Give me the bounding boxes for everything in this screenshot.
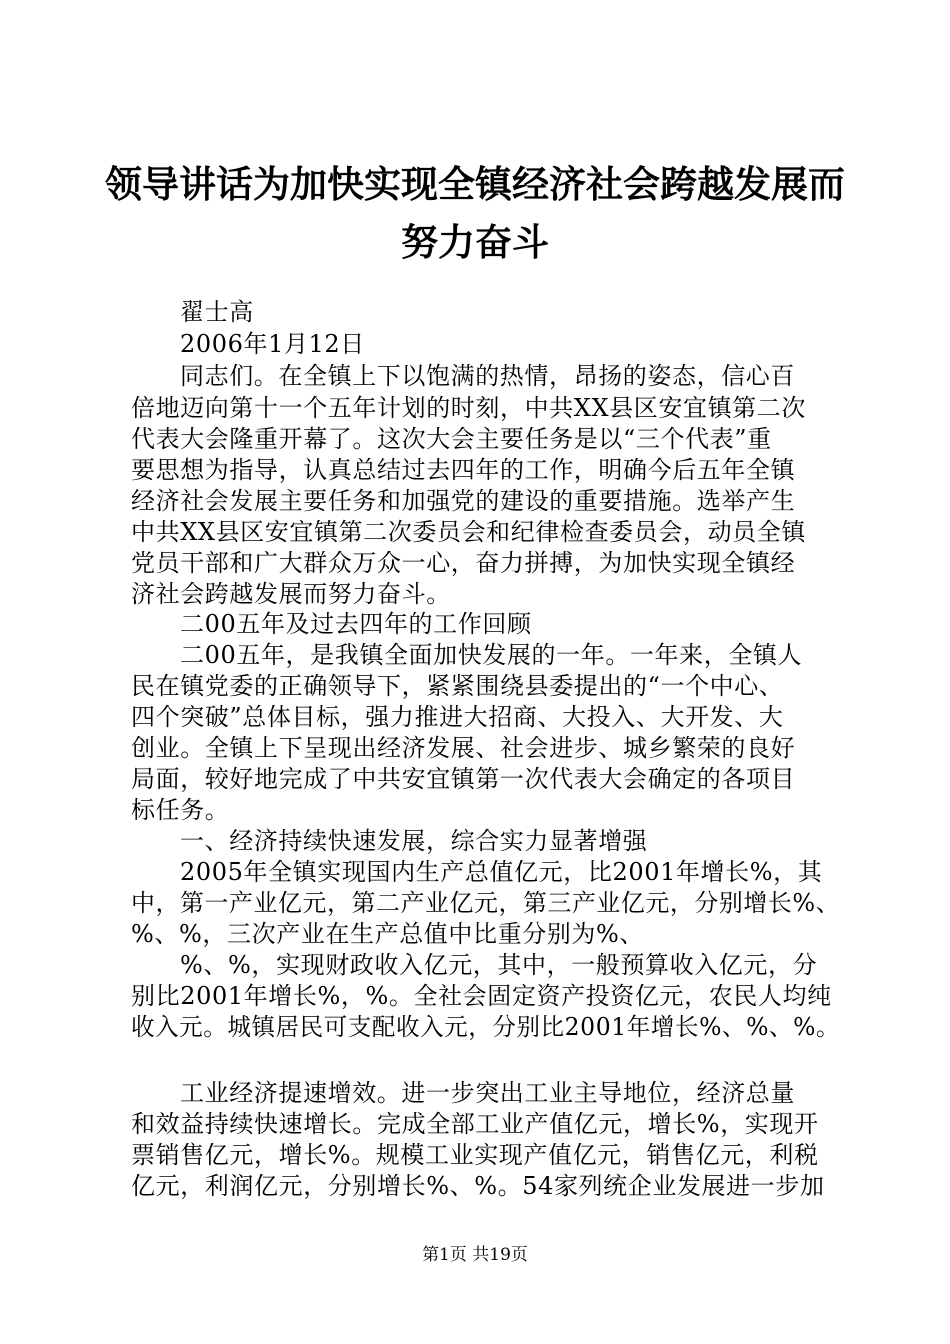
body-line: %、%，实现财政收入亿元，其中，一般预算收入亿元，分 xyxy=(180,951,818,979)
body-line: 工业经济提速增效。进一步突出工业主导地位，经济总量 xyxy=(180,1079,795,1107)
body-line: 民在镇党委的正确领导下，紧紧围绕县委提出的“一个中心、 xyxy=(131,672,784,700)
body-line: 标任务。 xyxy=(131,796,230,824)
body-line: 要思想为指导，认真总结过去四年的工作，明确今后五年全镇 xyxy=(131,456,796,484)
body-line: 经济社会发展主要任务和加强党的建设的重要措施。选举产生 xyxy=(131,487,796,515)
body-line: 和效益持续快速增长。完成全部工业产值亿元，增长%，实现开 xyxy=(131,1110,819,1138)
body-line: 局面，较好地完成了中共安宜镇第一次代表大会确定的各项目 xyxy=(131,765,796,793)
body-line: 中共XX县区安宜镇第二次委员会和纪律检查委员会，动员全镇 xyxy=(131,518,806,546)
date-line: 2006年1月12日 xyxy=(180,330,365,358)
body-line: 中，第一产业亿元，第二产业亿元，第三产业亿元，分别增长%、 xyxy=(131,889,841,917)
body-line: 票销售亿元，增长%。规模工业实现产值亿元，销售亿元，利税 xyxy=(131,1141,819,1169)
body-line: %、%，三次产业在生产总值中比重分别为%、 xyxy=(131,920,645,948)
section-heading: 二00五年及过去四年的工作回顾 xyxy=(180,610,532,638)
author-line: 翟士高 xyxy=(180,298,254,326)
body-line: 别比2001年增长%，%。全社会固定资产投资亿元，农民人均纯 xyxy=(131,982,832,1010)
body-line: 四个突破”总体目标，强力推进大招商、大投入、大开发、大 xyxy=(131,703,784,731)
body-line: 代表大会隆重开幕了。这次大会主要任务是以“三个代表”重 xyxy=(131,425,772,453)
document-title-line-1: 领导讲话为加快实现全镇经济社会跨越发展而 xyxy=(105,163,845,206)
body-line: 亿元，利润亿元，分别增长%、%。54家列统企业发展进一步加 xyxy=(131,1172,825,1200)
body-line: 同志们。在全镇上下以饱满的热情，昂扬的姿态，信心百 xyxy=(180,362,795,390)
body-line: 倍地迈向第十一个五年计划的时刻，中共XX县区安宜镇第二次 xyxy=(131,394,806,422)
body-line: 党员干部和广大群众万众一心，奋力拼搏，为加快实现全镇经 xyxy=(131,549,796,577)
body-line: 收入元。城镇居民可支配收入元，分别比2001年增长%、%、%。 xyxy=(131,1013,841,1041)
document-title-line-2: 努力奋斗 xyxy=(401,221,549,264)
body-line: 二00五年，是我镇全面加快发展的一年。一年来，全镇人 xyxy=(180,641,803,669)
body-line: 2005年全镇实现国内生产总值亿元，比2001年增长%，其 xyxy=(180,858,823,886)
subsection-heading: 一、经济持续快速发展，综合实力显著增强 xyxy=(180,827,648,855)
body-line: 创业。全镇上下呈现出经济发展、社会进步、城乡繁荣的良好 xyxy=(131,734,796,762)
page-number-footer: 第1页 共19页 xyxy=(422,1245,528,1265)
body-line: 济社会跨越发展而努力奋斗。 xyxy=(131,580,451,608)
